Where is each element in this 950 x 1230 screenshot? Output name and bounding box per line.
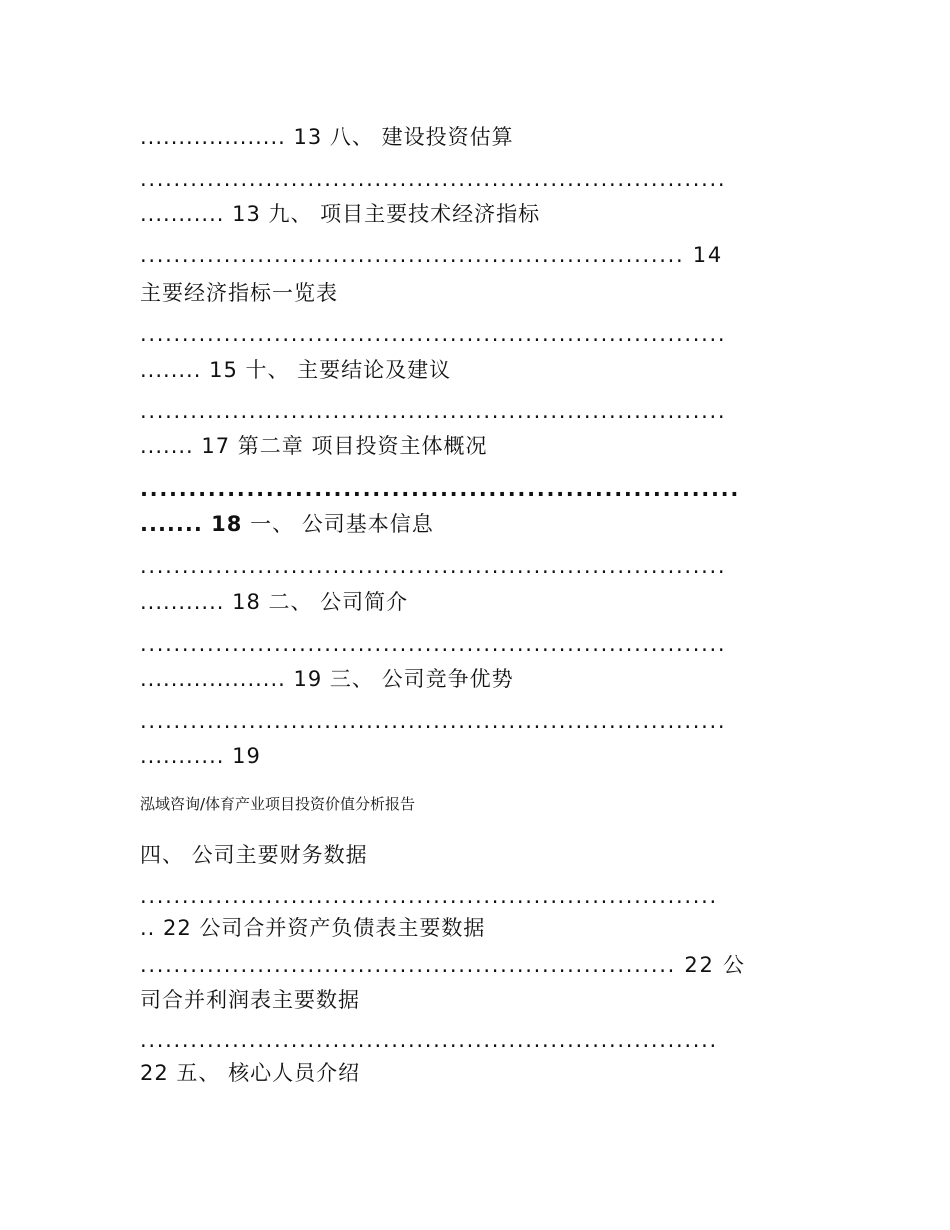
toc-line: ........ 15 十、 主要结论及建议 [140,358,452,382]
toc-dot-leader: ................................................................ 22 公 [140,953,746,977]
toc-line: ....... 17 第二章 项目投资主体概况 [140,434,488,458]
toc-line: 四、 公司主要财务数据 [140,843,368,867]
toc-line: ........... 13 九、 项目主要技术经济指标 [140,202,541,226]
toc-line: ........... 19 [140,744,261,768]
toc-dot-leader: ...................................................................... [140,709,727,733]
toc-dot-leader: ..................................................................... [140,884,718,908]
toc-dot-leader: ..................................................................... [140,1028,718,1052]
toc-line: ................... 19 三、 公司竞争优势 [140,667,514,691]
toc-line: .. 22 公司合并资产负债表主要数据 [140,916,486,940]
toc-line-regular-part: 一、 公司基本信息 [242,512,434,536]
toc-dot-leader: ...................................................................... [140,632,727,656]
toc-line: 22 五、 核心人员介绍 [140,1061,361,1085]
toc-dot-leader: ................................................................. 14 [140,243,723,267]
toc-line [140,509,434,539]
toc-dot-leader: .............................................................. [140,477,741,501]
toc-line: 主要经济指标一览表 [140,281,338,305]
toc-dot-leader: ...................................................................... [140,554,727,578]
toc-line-bold-part: ....... 18 [140,512,243,536]
running-header: 泓域咨询/体育产业项目投资价值分析报告 [140,795,416,813]
toc-line: ........... 18 二、 公司简介 [140,590,409,614]
toc-dot-leader: ...................................................................... [140,399,727,423]
toc-line: ................... 13 八、 建设投资估算 [140,125,514,149]
toc-dot-leader: ...................................................................... [140,322,727,346]
toc-dot-leader: ...................................................................... [140,167,727,191]
toc-line: 司合并利润表主要数据 [140,988,360,1012]
